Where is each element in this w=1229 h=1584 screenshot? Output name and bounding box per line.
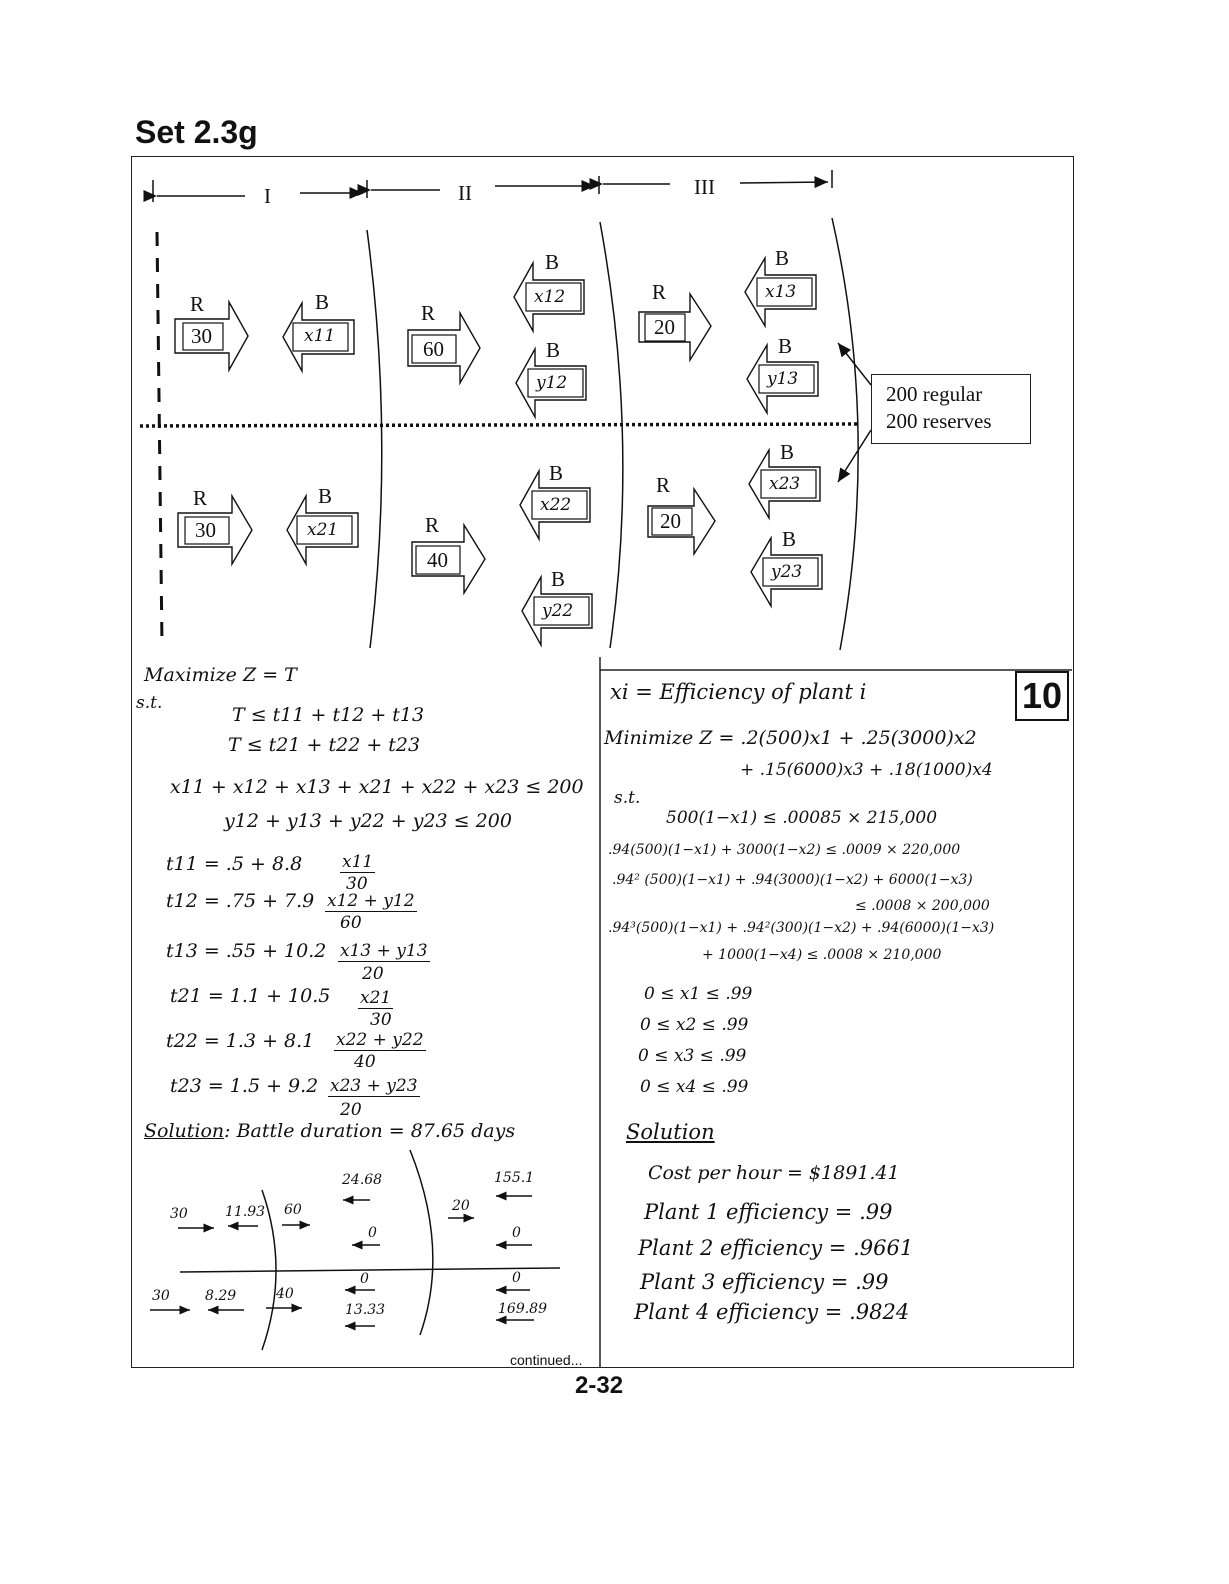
r-value-21: 30 [195, 518, 216, 542]
eq-t21: t21 = 1.1 + 10.5 [170, 985, 331, 1007]
problem-number-badge: 10 [1015, 671, 1069, 721]
sol-y23: 169.89 [498, 1301, 547, 1317]
sol-r22: 40 [276, 1286, 294, 1302]
eq-t21-num: x21 [360, 988, 392, 1008]
eq-t22: t22 = 1.3 + 8.1 [166, 1030, 315, 1052]
bound-x1: 0 ≤ x1 ≤ .99 [644, 984, 753, 1004]
b-label: B [775, 246, 790, 270]
plant-1-efficiency: Plant 1 efficiency = .99 [644, 1200, 893, 1224]
sol-x13: 155.1 [494, 1170, 535, 1186]
eq-t11: t11 = .5 + 8.8 [166, 853, 303, 875]
b-label: B [318, 484, 333, 508]
eq-t13-num: x13 + y13 [340, 941, 428, 961]
constraint-r3-line1: .94² (500)(1−x1) + .94(3000)(1−x2) + 6000(1−x3) [612, 872, 973, 888]
sol-y22: 13.33 [345, 1302, 386, 1318]
sol-x12: 24.68 [342, 1172, 383, 1188]
solution-label: Solution [144, 1120, 225, 1142]
r-value-11: 30 [191, 324, 212, 348]
constraint-1: T ≤ t11 + t12 + t13 [232, 704, 425, 726]
eq-t22-den: 40 [354, 1052, 376, 1072]
plant-4-efficiency: Plant 4 efficiency = .9824 [634, 1300, 910, 1324]
sol-r11: 30 [170, 1206, 188, 1222]
b-var-y23: y23 [771, 562, 803, 582]
sol-r12: 60 [284, 1202, 302, 1218]
objective-line-1: Minimize Z = .2(500)x1 + .25(3000)x2 [604, 727, 977, 749]
bound-x4: 0 ≤ x4 ≤ .99 [640, 1077, 749, 1097]
b-var-x21: x21 [307, 520, 339, 540]
b-label: B [549, 461, 564, 485]
battle-duration: : Battle duration = 87.65 days [224, 1120, 516, 1142]
b-var-y13: y13 [767, 369, 799, 389]
r-value-23: 20 [660, 509, 681, 533]
eq-t13-den: 20 [362, 964, 384, 984]
right-solution-label: Solution [626, 1120, 715, 1144]
sector-label-2: II [458, 181, 472, 205]
eq-t12-den: 60 [340, 913, 362, 933]
r-label: R [190, 292, 205, 316]
legend-reserves: 200 reserves [886, 409, 992, 433]
b-label: B [782, 527, 797, 551]
b-var-y12: y12 [536, 373, 568, 393]
plant-3-efficiency: Plant 3 efficiency = .99 [640, 1270, 889, 1294]
r-value-22: 40 [427, 548, 448, 572]
b-label: B [315, 290, 330, 314]
st-label-right: s.t. [614, 788, 641, 808]
b-label: B [778, 334, 793, 358]
eq-t13: t13 = .55 + 10.2 [166, 940, 327, 962]
b-label: B [780, 440, 795, 464]
sol-x22: 0 [360, 1271, 369, 1287]
bound-x2: 0 ≤ x2 ≤ .99 [640, 1015, 749, 1035]
sol-r13: 20 [452, 1198, 470, 1214]
r-label: R [652, 280, 667, 304]
constraint-4: y12 + y13 + y22 + y23 ≤ 200 [224, 810, 512, 832]
b-var-x13: x13 [765, 282, 797, 302]
eq-t21-den: 30 [370, 1010, 392, 1030]
constraint-r4-line1: .94³(500)(1−x1) + .94²(300)(1−x2) + .94(6000)(1−x3) [608, 920, 995, 936]
constraint-2: T ≤ t21 + t22 + t23 [228, 734, 421, 756]
eq-t23-num: x23 + y23 [330, 1076, 418, 1096]
r-value-12: 60 [423, 337, 444, 361]
constraint-r3-line2: ≤ .0008 × 200,000 [855, 898, 990, 914]
cost-per-hour: Cost per hour = $1891.41 [648, 1162, 900, 1184]
eq-t12-num: x12 + y12 [327, 891, 415, 911]
eq-t12: t12 = .75 + 7.9 [166, 890, 315, 912]
sol-r21: 30 [152, 1288, 170, 1304]
sol-y13: 0 [512, 1225, 521, 1241]
variable-definition: xi = Efficiency of plant i [610, 680, 867, 704]
b-var-y22: y22 [542, 601, 574, 621]
constraint-r1: 500(1−x1) ≤ .00085 × 215,000 [666, 808, 938, 828]
eq-t23-den: 20 [340, 1100, 362, 1120]
b-var-x22: x22 [540, 495, 572, 515]
constraint-r4-line2: + 1000(1−x4) ≤ .0008 × 210,000 [702, 947, 942, 963]
page-number: 2-32 [575, 1372, 624, 1399]
legend-regular: 200 regular [886, 382, 983, 406]
continued-note: continued... [510, 1352, 583, 1368]
sector-label-3: III [694, 175, 715, 199]
sol-x21: 8.29 [205, 1288, 237, 1304]
eq-t11-num: x11 [342, 852, 374, 872]
r-label: R [421, 301, 436, 325]
sol-x23: 0 [512, 1270, 521, 1286]
r-label: R [425, 513, 440, 537]
b-var-x23: x23 [769, 474, 801, 494]
b-label: B [546, 338, 561, 362]
page-title: Set 2.3g [135, 114, 258, 150]
constraint-3: x11 + x12 + x13 + x21 + x22 + x23 ≤ 200 [170, 776, 584, 798]
eq-t22-num: x22 + y22 [336, 1030, 424, 1050]
constraint-r2: .94(500)(1−x1) + 3000(1−x2) ≤ .0009 × 220,000 [608, 842, 961, 858]
r-value-13: 20 [654, 315, 675, 339]
plant-2-efficiency: Plant 2 efficiency = .9661 [638, 1236, 914, 1260]
r-label: R [193, 486, 208, 510]
objective: Maximize Z = T [144, 664, 297, 686]
b-label: B [545, 250, 560, 274]
eq-t11-den: 30 [346, 874, 368, 894]
b-var-x11: x11 [304, 326, 336, 346]
b-var-x12: x12 [534, 287, 566, 307]
st-label: s.t. [136, 693, 163, 713]
bound-x3: 0 ≤ x3 ≤ .99 [638, 1046, 747, 1066]
r-label: R [656, 473, 671, 497]
objective-line-2: + .15(6000)x3 + .18(1000)x4 [740, 760, 993, 780]
eq-t23: t23 = 1.5 + 9.2 [170, 1075, 319, 1097]
sol-x11: 11.93 [225, 1204, 266, 1220]
sol-y12: 0 [368, 1225, 377, 1241]
sector-label-1: I [264, 184, 271, 208]
b-label: B [551, 567, 566, 591]
